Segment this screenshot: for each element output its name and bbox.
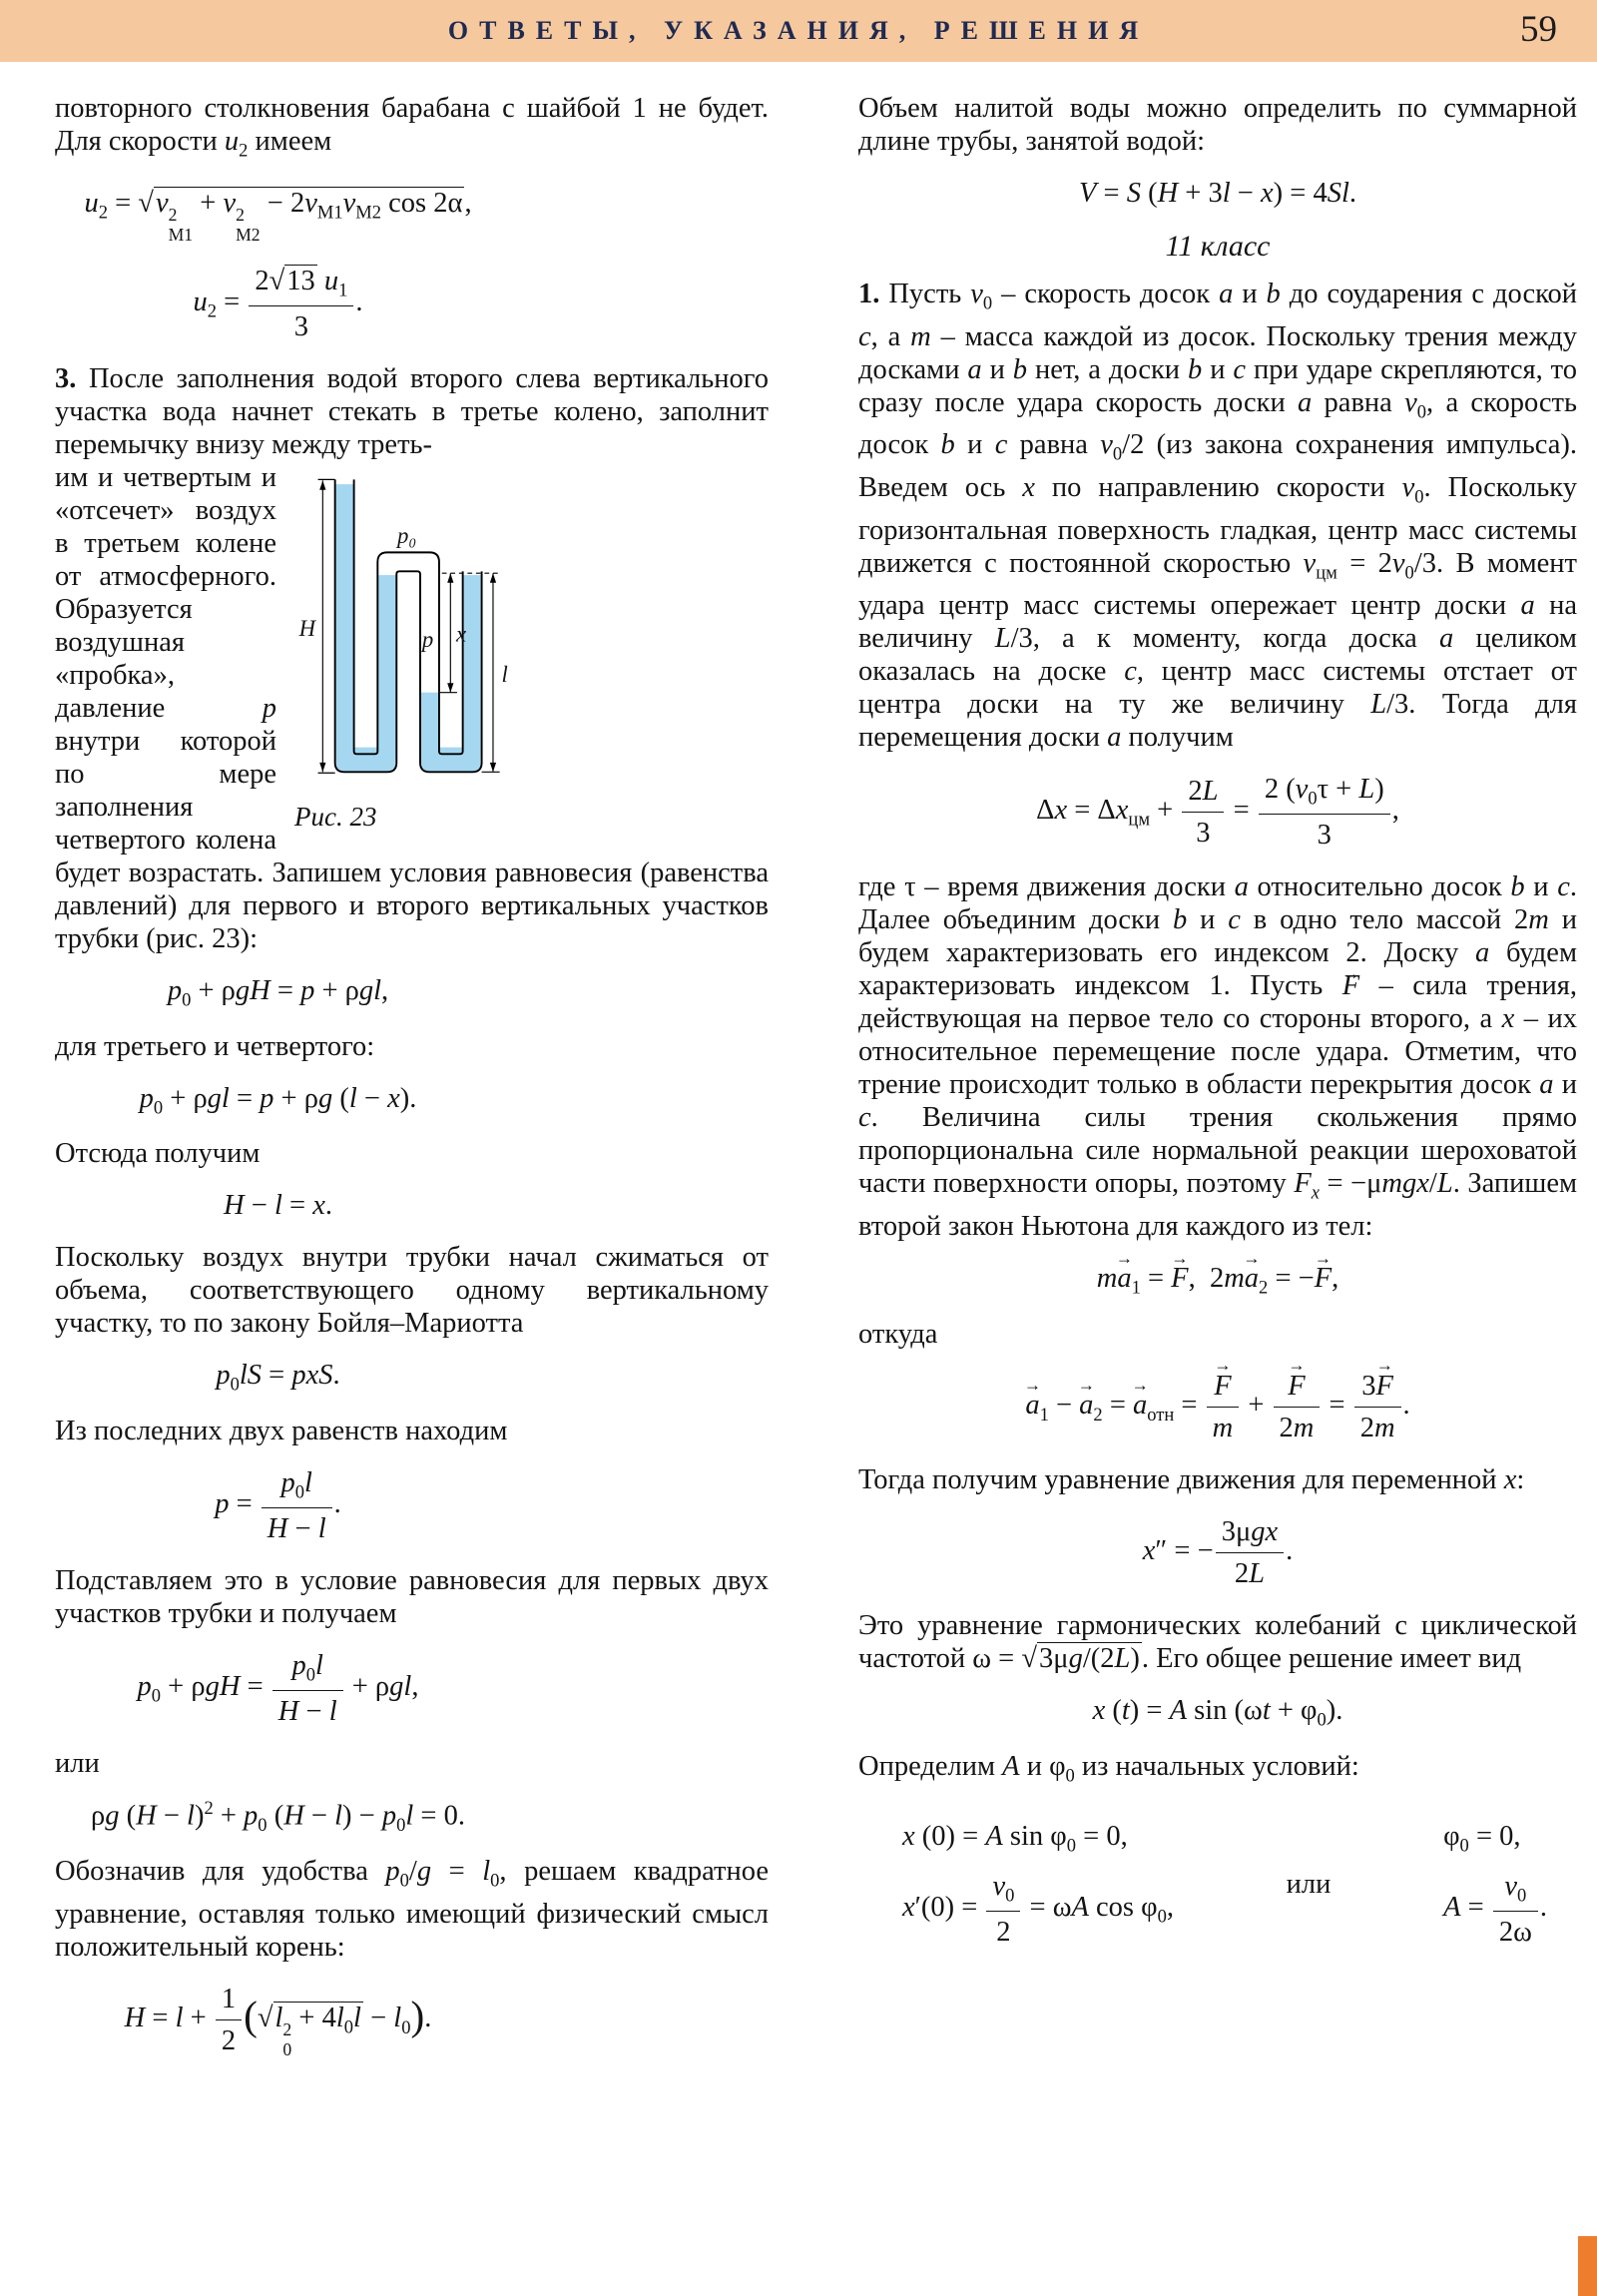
formula: $p_0 + \rho gH$ = $\frac{p_0l}{H - l}$ + ρgl,	[55, 1647, 501, 1730]
equations-right	[1443, 1809, 1547, 1960]
right-column	[858, 92, 1577, 1977]
paragraph: Тогда получим уравнение движения для переменной x:	[858, 1463, 1525, 1495]
formula: $p_0 + \rho gH = p + \rho gl$,	[167, 974, 389, 1011]
formula: x″ = − 3μgx 2L .	[858, 1513, 1577, 1592]
paragraph: Объем налитой воды можно определить по суммарной длине трубы, занятой водой:	[858, 93, 1577, 157]
paragraph: 1. Пусть $v_0$ – скорость досок a и b до соударения с доской c, а m – масса каждой из досок. Поскольку трения между досками a и b нет, а доски b и c при ударе скрепляются, то сразу после удара скорость доски a равна $v_0$, а скорость досок b и c равна $v_0/2$ (из закона сохранения импульса). Введем ось x по направлению скорости $v_0$. Поскольку горизонтальная поверхность гладкая, центр масс системы движется с постоянной скоростью $v_{цм} = 2v_0/3$. В момент удара центр масс системы опережает центр доски a на величину L/3, а к моменту, когда доска a целиком оказалась на доске c, центр масс системы отстает от центра доски на ту же величину L/3. Тогда для перемещения доски a получим	[858, 279, 1578, 754]
figure-caption: Рис. 23	[294, 801, 377, 832]
page-edge-tab	[1578, 2236, 1597, 2296]
paragraph: Поскольку воздух внутри трубки начал сжиматься от объема, соответствующего одному вертикальному участку, то по закону Бойля–Мариотта	[55, 1242, 769, 1340]
formula: $m\to a_1$ = → F, $2m\to a_2$ = −→ F,	[858, 1260, 1577, 1301]
left-column	[55, 92, 769, 2077]
tube-diagram	[292, 465, 529, 799]
formula: $p_0lS$ = pxS.	[216, 1360, 340, 1397]
paragraph-with-figure	[55, 461, 769, 955]
paragraph: для третьего и четвертого:	[55, 1030, 375, 1062]
equations-left	[902, 1809, 1174, 1960]
label-x: x	[456, 621, 467, 647]
label-p: p	[421, 626, 434, 652]
equation-or-label: или	[1286, 1869, 1331, 1901]
formula: $u_2$ = $\frac{2√13 u_1}{3}$ .	[55, 263, 501, 345]
formula: → $a_1$ − → $a_2$ = → $a_{отн}$ = → $\frac{F}{m}$ + → $\frac{F}{2m}$ = $\frac{3\to F}{2m}$ .	[858, 1368, 1577, 1446]
paragraph: Из последних двух равенств находим	[55, 1416, 508, 1447]
formula: V = S (H + 3l − x) = 4Sl.	[1078, 178, 1357, 209]
formula: ρg $(H - l)^2 + p_0$ $(H - l) - p_0l = 0$.	[91, 1797, 465, 1836]
paragraph: откуда	[858, 1318, 938, 1350]
paragraph: Отсюда получим	[55, 1138, 261, 1170]
formula: $\Delta x = \Delta x_{цм}$ + $\frac{2L}{3}$ = $\frac{2 (v_0\tau + L)}{3}$ ,	[858, 771, 1577, 854]
formula-group-initial-conditions	[858, 1809, 1577, 1960]
label-l: l	[501, 662, 508, 688]
header-band	[0, 0, 1597, 62]
formula: H − l = x.	[224, 1190, 332, 1222]
formula: H = l + $\frac{1}{2}$ (√l 2 0 + $4l_0l - l_0$).	[55, 1981, 501, 2060]
paragraph: Определим A и $\varphi_0$ из начальных условий:	[858, 1750, 1359, 1787]
label-p0: p₀	[397, 522, 417, 548]
paragraph: Подставляем это в условие равновесия для первых двух участков трубки и получаем	[55, 1564, 769, 1629]
formula: p = $\frac{p_0l}{H - l}$ .	[55, 1464, 501, 1547]
page-title: ОТВЕТЫ, УКАЗАНИЯ, РЕШЕНИЯ	[447, 16, 1150, 45]
paragraph: им и четвертым и «отсечет» воздух в третьем колене от атмосферного. Образуется воздушная «пробка», давление p внутри которой по мере заполнения четвертого колена будет возрастать. Запишем условия равновесия (равенства давлений) для первого и второго вертикальных участков трубки (рис. 23):	[55, 461, 769, 954]
equation-line: A = $\frac{v_0}{2\omega}$ .	[1443, 1868, 1547, 1951]
figure-23	[292, 465, 529, 834]
formula: $u_2 = √v$ 2 M1 + v 2 M2 − $2v_{M1}v_{M2}$ cos 2α,	[84, 187, 472, 246]
section-heading-grade-11: 11 класс	[1165, 230, 1271, 264]
equation-line: x (0) = A $\sin \varphi_0 = 0$,	[902, 1821, 1128, 1858]
paragraph: Обозначив для удобства $p_0/g = l_0$, решаем квадратное уравнение, оставляя только имеющий физический смысл положительный корень:	[55, 1856, 770, 1963]
formula: x (t) = A $\sin (\omega t + \varphi_0)$.	[1092, 1694, 1343, 1731]
paragraph: или	[55, 1747, 100, 1779]
paragraph: повторного столкновения барабана с шайбой 1 не будет. Для скорости $u_2$ имеем	[55, 93, 769, 162]
paragraph: Это уравнение гармонических колебаний с циклической частотой ω = √3μg/(2L). Его общее решение имеет вид	[858, 1609, 1577, 1674]
paragraph: где τ – время движения доски a относительно досок b и c. Далее объединим доски b и c в одно тело массой 2m и будем характеризовать его индексом 2. Доску a будем характеризовать индексом 1. Пусть → F – сила трения, действующая на первое тело со стороны второго, а x – их относительное перемещение после удара. Отметим, что трение происходит только в области перекрытия досок a и c. Величина силы трения скольжения прямо пропорциональна силе нормальной реакции шероховатой части поверхности опоры, поэтому $F_x = -\mu mgx/L$. Запишем второй закон Ньютона для каждого из тел:	[858, 870, 1577, 1243]
page-number: 59	[1520, 9, 1557, 50]
formula: $p_0 + \rho gl = p + \rho g$ (l − x).	[139, 1082, 417, 1119]
equation-line: $\varphi_0 = 0$,	[1443, 1821, 1521, 1858]
equation-line: x′(0) = $\frac{v_0}{2}$ = ωA $\cos \varphi_0$,	[902, 1868, 1174, 1951]
label-H: H	[298, 615, 316, 641]
paragraph: 3. После заполнения водой второго слева вертикального участка вода начнет стекать в третье колено, заполнит перемычку внизу между треть-	[55, 362, 769, 460]
